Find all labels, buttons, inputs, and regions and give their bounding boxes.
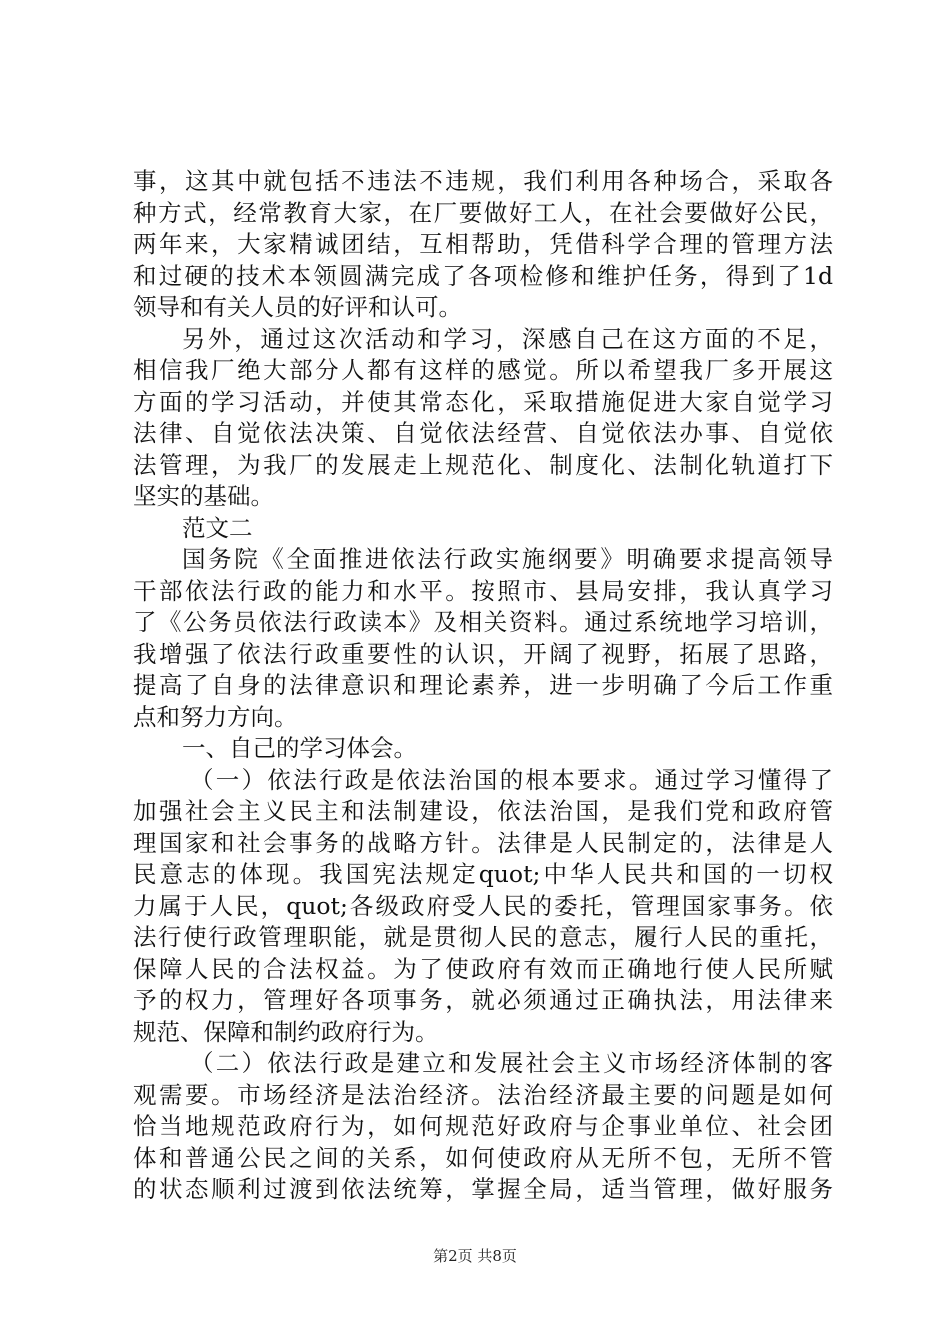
text-line: 点和努力方向。 bbox=[133, 702, 298, 731]
text-line: 恰当地规范政府行为，如何规范好政府与企事业单位、社会团 bbox=[133, 1112, 833, 1140]
text-line: （二）依法行政是建立和发展社会主义市场经济体制的客 bbox=[190, 1049, 833, 1077]
text-line: 提高了自身的法律意识和理论素养，进一步明确了今后工作重 bbox=[133, 671, 833, 699]
text-line: 领导和有关人员的好评和认可。 bbox=[133, 293, 462, 321]
text-line: 法管理，为我厂的发展走上规范化、制度化、法制化轨道打下 bbox=[133, 450, 833, 479]
text-line: 法行使行政管理职能，就是贯彻人民的意志，履行人民的重托， bbox=[133, 923, 833, 951]
text-line: 两年来，大家精诚团结，互相帮助，凭借科学合理的管理方法 bbox=[133, 230, 833, 258]
text-line: 我增强了依法行政重要性的认识，开阔了视野，拓展了思路， bbox=[133, 639, 833, 668]
text-line: 加强社会主义民主和法制建设，依法治国，是我们党和政府管 bbox=[133, 797, 833, 825]
text-line: 的状态顺利过渡到依法统筹，掌握全局，适当管理，做好服务 bbox=[133, 1175, 833, 1203]
text-line: 了《公务员依法行政读本》及相关资料。通过系统地学习培训， bbox=[133, 608, 833, 636]
text-line: 体和普通公民之间的关系，如何使政府从无所不包，无所不管 bbox=[133, 1143, 833, 1172]
text-line: 方面的学习活动，并使其常态化，采取措施促进大家自觉学习 bbox=[133, 387, 833, 416]
text-line: 观需要。市场经济是法治经济。法治经济最主要的问题是如何 bbox=[133, 1080, 833, 1109]
text-line: 另外，通过这次活动和学习，深感自己在这方面的不足， bbox=[182, 324, 833, 353]
text-line: 予的权力，管理好各项事务，就必须通过正确执法，用法律来 bbox=[133, 986, 833, 1014]
text-line: 干部依法行政的能力和水平。按照市、县局安排，我认真学习 bbox=[133, 576, 833, 605]
text-line: 国务院《全面推进依法行政实施纲要》明确要求提高领导 bbox=[182, 545, 833, 573]
text-line: 范文二 bbox=[182, 513, 253, 542]
text-line: 力属于人民，quot;各级政府受人民的委托，管理国家事务。依 bbox=[133, 891, 833, 920]
text-line: 法律、自觉依法决策、自觉依法经营、自觉依法办事、自觉依 bbox=[133, 419, 833, 447]
text-line: 保障人民的合法权益。为了使政府有效而正确地行使人民所赋 bbox=[133, 954, 833, 983]
text-line: 理国家和社会事务的战略方针。法律是人民制定的，法律是人 bbox=[133, 828, 833, 857]
text-line: 种方式，经常教育大家，在厂要做好工人，在社会要做好公民， bbox=[133, 198, 833, 227]
text-line: 事，这其中就包括不违法不违规，我们利用各种场合，采取各 bbox=[133, 167, 833, 195]
text-line: 民意志的体现。我国宪法规定quot;中华人民共和国的一切权 bbox=[133, 860, 833, 888]
text-line: 一、自己的学习体会。 bbox=[182, 734, 417, 762]
text-line: 和过硬的技术本领圆满完成了各项检修和维护任务，得到了1d bbox=[133, 261, 833, 290]
text-line: 规范、保障和制约政府行为。 bbox=[133, 1017, 439, 1046]
document-body bbox=[133, 166, 833, 1206]
text-line: 坚实的基础。 bbox=[133, 482, 274, 510]
page-footer: 第2页 共8页 bbox=[433, 1247, 517, 1265]
text-line: （一）依法行政是依法治国的根本要求。通过学习懂得了 bbox=[190, 765, 833, 794]
text-line: 相信我厂绝大部分人都有这样的感觉。所以希望我厂多开展这 bbox=[133, 356, 833, 384]
